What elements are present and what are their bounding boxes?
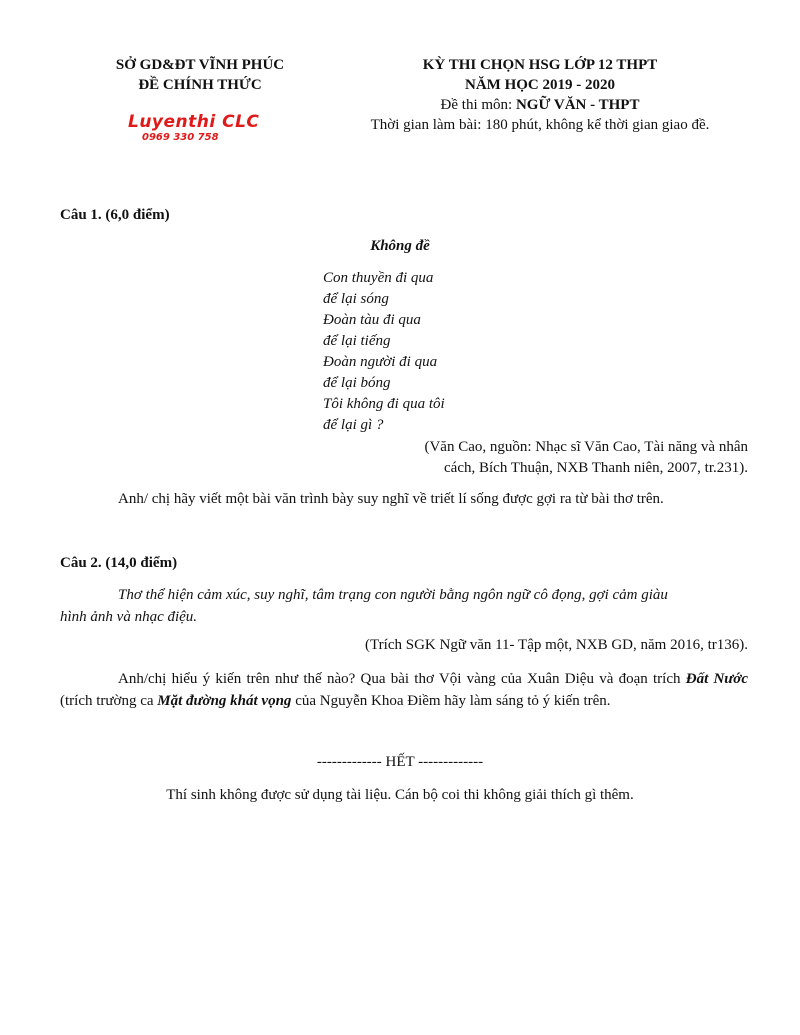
- poem-line: Đoàn tàu đi qua: [323, 312, 421, 328]
- quote-line: hình ảnh và nhạc điệu.: [60, 609, 198, 625]
- question-2-quote: [60, 584, 748, 628]
- question-2-title: Câu 2. (14,0 điểm): [60, 555, 178, 571]
- header-left: [80, 55, 320, 95]
- poem-line: để lại gì ?: [323, 417, 384, 433]
- question-2-source: (Trích SGK Ngữ văn 11- Tập một, NXB GD, năm 2016, tr136).: [365, 637, 748, 653]
- quote-line: Thơ thể hiện cảm xúc, suy nghĩ, tâm trạng con người bằng ngôn ngữ cô đọng, gợi cảm giàu: [118, 587, 668, 603]
- header-right: [340, 55, 740, 135]
- logo: [128, 112, 278, 144]
- poem-line: Tôi không đi qua tôi: [323, 396, 445, 412]
- subject-name: NGỮ VĂN - THPT: [515, 97, 640, 113]
- subject-prefix: Đề thi môn:: [440, 97, 516, 113]
- logo-brand: Luyenthi CLC: [128, 112, 260, 132]
- question-1-title: Câu 1. (6,0 điểm): [60, 207, 170, 223]
- poem-source-line: cách, Bích Thuận, NXB Thanh niên, 2007, tr.231).: [444, 460, 748, 476]
- poem-line: để lại tiếng: [323, 333, 391, 349]
- end-marker: ------------- HẾT -------------: [316, 754, 484, 770]
- work-title-dat-nuoc: Đất Nước: [685, 671, 749, 687]
- department-name: SỞ GD&ĐT VĨNH PHÚC: [115, 57, 285, 73]
- task-text: Anh/chị hiểu ý kiến trên như thế nào? Qua bài thơ Vội vàng của Xuân Diệu và đoạn trích: [118, 671, 686, 687]
- poem-source: [360, 437, 748, 479]
- school-year: NĂM HỌC 2019 - 2020: [465, 77, 615, 93]
- poem-line: để lại bóng: [323, 375, 391, 391]
- candidate-note: Thí sinh không được sử dụng tài liệu. Cán bộ coi thi không giải thích gì thêm.: [166, 787, 634, 803]
- subject-line: [340, 95, 740, 115]
- question-2-task: [60, 668, 748, 712]
- poem-title: Không đề: [370, 238, 430, 254]
- time-note: Thời gian làm bài: 180 phút, không kể thời gian giao đề.: [370, 117, 710, 133]
- logo-phone: 0969 330 758: [142, 132, 219, 143]
- task-text: (trích trường ca: [60, 693, 158, 709]
- poem-line: để lại sóng: [323, 291, 389, 307]
- official-label: ĐỀ CHÍNH THỨC: [138, 77, 262, 93]
- work-title-mat-duong: Mặt đường khát vọng: [157, 693, 292, 709]
- poem-line: Con thuyền đi qua: [323, 270, 434, 286]
- poem-line: Đoàn người đi qua: [323, 354, 438, 370]
- poem: [323, 268, 445, 436]
- question-1-task: Anh/ chị hãy viết một bài văn trình bày suy nghĩ về triết lí sống được gợi ra từ bài thơ trên.: [118, 491, 664, 507]
- exam-title: KỲ THI CHỌN HSG LỚP 12 THPT: [422, 57, 658, 73]
- task-text: của Nguyễn Khoa Điềm hãy làm sáng tỏ ý kiến trên.: [291, 693, 611, 709]
- poem-source-line: (Văn Cao, nguồn: Nhạc sĩ Văn Cao, Tài năng và nhân: [424, 439, 748, 455]
